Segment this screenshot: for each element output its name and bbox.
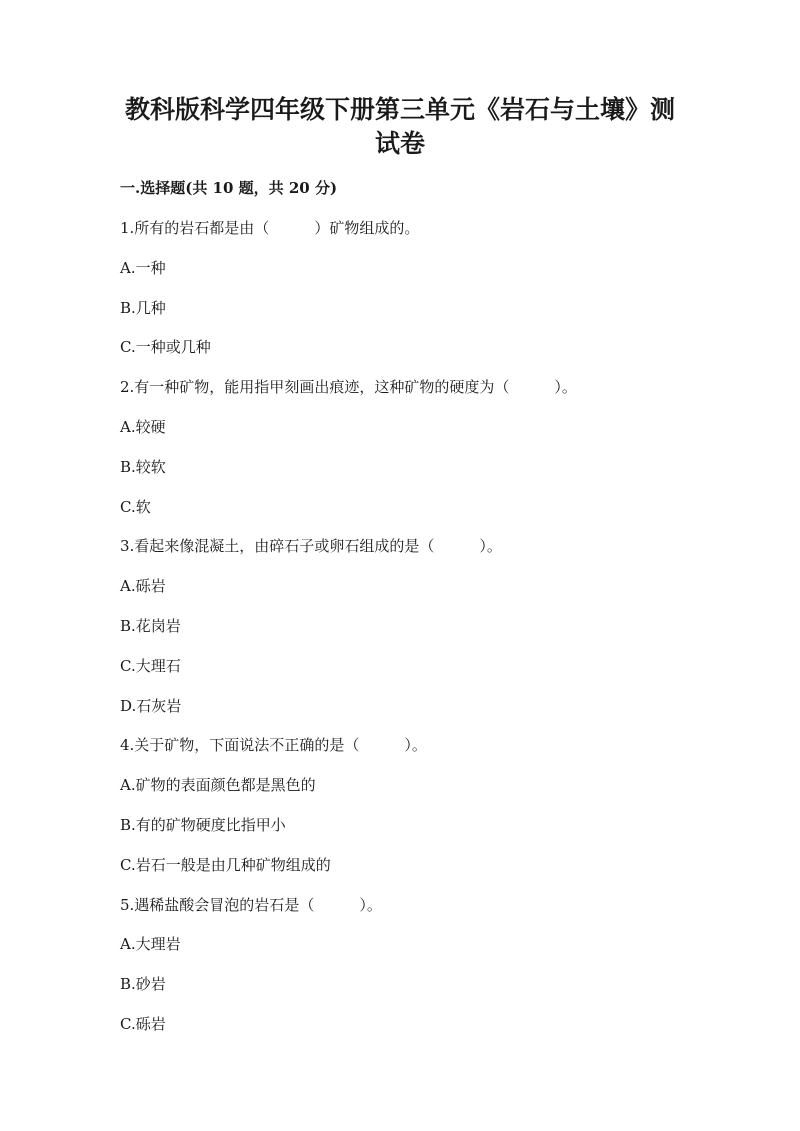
- question-list: [120, 218, 700, 1054]
- answer-option: C.一种或几种: [120, 338, 211, 357]
- answer-option: A.矿物的表面颜色都是黑色的: [120, 776, 316, 795]
- answer-option: A.一种: [120, 258, 166, 277]
- answer-option: C.岩石一般是由几种矿物组成的: [120, 855, 331, 874]
- answer-option: A.较硬: [120, 417, 166, 436]
- answer-option: B.砂岩: [120, 975, 166, 994]
- question-stem: 4.关于矿物，下面说法不正确的是（ ）。: [120, 736, 427, 755]
- section-heading: 一.选择题(共 10 题，共 20 分): [120, 179, 338, 197]
- title-line-1: 教科版科学四年级下册第三单元《岩石与土壤》测: [124, 95, 675, 124]
- answer-option: A.砾岩: [120, 577, 166, 596]
- answer-option: B.有的矿物硬度比指甲小: [120, 815, 286, 834]
- question-stem: 1.所有的岩石都是由（ ）矿物组成的。: [120, 219, 420, 237]
- answer-option: C.软: [120, 497, 151, 516]
- question-stem: 5.遇稀盐酸会冒泡的岩石是（ ）。: [120, 895, 382, 914]
- question-stem: 2.有一种矿物，能用指甲刻画出痕迹，这种矿物的硬度为（ ）。: [120, 378, 577, 397]
- answer-option: A.大理岩: [120, 935, 181, 954]
- answer-option: B.较软: [120, 457, 166, 476]
- answer-option: C.大理石: [120, 656, 181, 675]
- page-title: [0, 93, 800, 161]
- title-line-2: 试卷: [374, 129, 425, 158]
- answer-option: D.石灰岩: [120, 696, 182, 715]
- answer-option: C.砾岩: [120, 1014, 166, 1033]
- answer-option: B.花岗岩: [120, 616, 181, 635]
- answer-option: B.几种: [120, 298, 166, 317]
- question-stem: 3.看起来像混凝土，由碎石子或卵石组成的是（ ）。: [120, 537, 502, 556]
